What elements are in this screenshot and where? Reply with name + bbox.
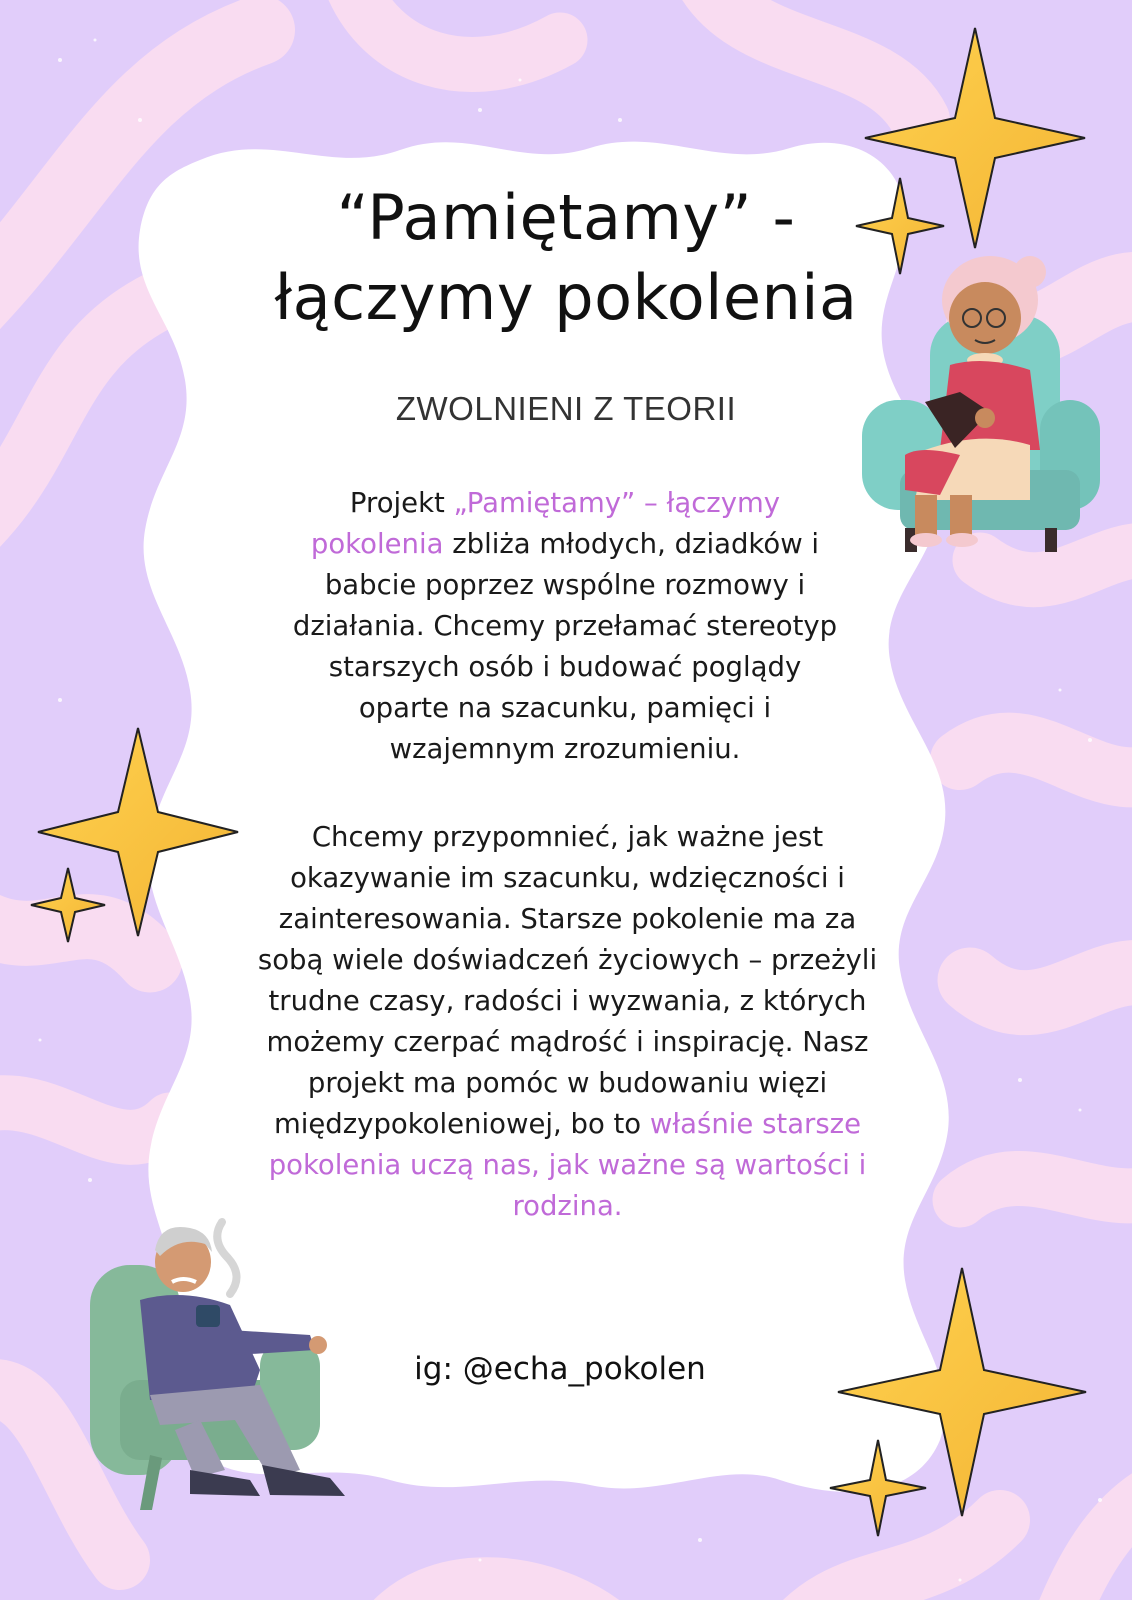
values-highlight: właśnie starsze	[649, 1108, 862, 1140]
paragraph-intro: Projekt „Pamiętamy” – łączymy pokolenia zbliża młodych, dziadków i babcie poprzez wspólne rozmowy i działania. Chcemy przełamać stereotyp starszych osób i budować poglądy oparte na szacunku, pamięci i wzajemnym zrozumieniu.	[292, 487, 838, 765]
project-name-highlight: „Pamiętamy” – łączymy	[453, 487, 781, 519]
values-highlight: pokolenia uczą nas, jak ważne są wartości i	[268, 1149, 867, 1181]
instagram-handle: ig: @echa_pokolen	[414, 1351, 706, 1387]
title-line-2: łączymy pokolenia	[274, 261, 858, 334]
subtitle: ZWOLNIENI Z TEORII	[395, 390, 737, 427]
page-title	[160, 178, 972, 338]
project-name-highlight: pokolenia	[310, 528, 444, 560]
title-line-1: “Pamiętamy” -	[336, 181, 796, 254]
values-highlight: rodzina.	[512, 1190, 623, 1222]
paragraph-mission: Chcemy przypomnieć, jak ważne jest okazywanie im szacunku, wdzięczności i zainteresowania. Starsze pokolenie ma za sobą wiele doświadczeń życiowych – przeżyli trudne czasy, radości i wyzwania, z których możemy czerpać mądrość i inspirację. Nasz projekt ma pomóc w budowaniu więzi międzypokoleniowej, bo to właśnie starsze pokolenia uczą nas, jak ważne są wartości i rodzina.	[257, 821, 878, 1222]
